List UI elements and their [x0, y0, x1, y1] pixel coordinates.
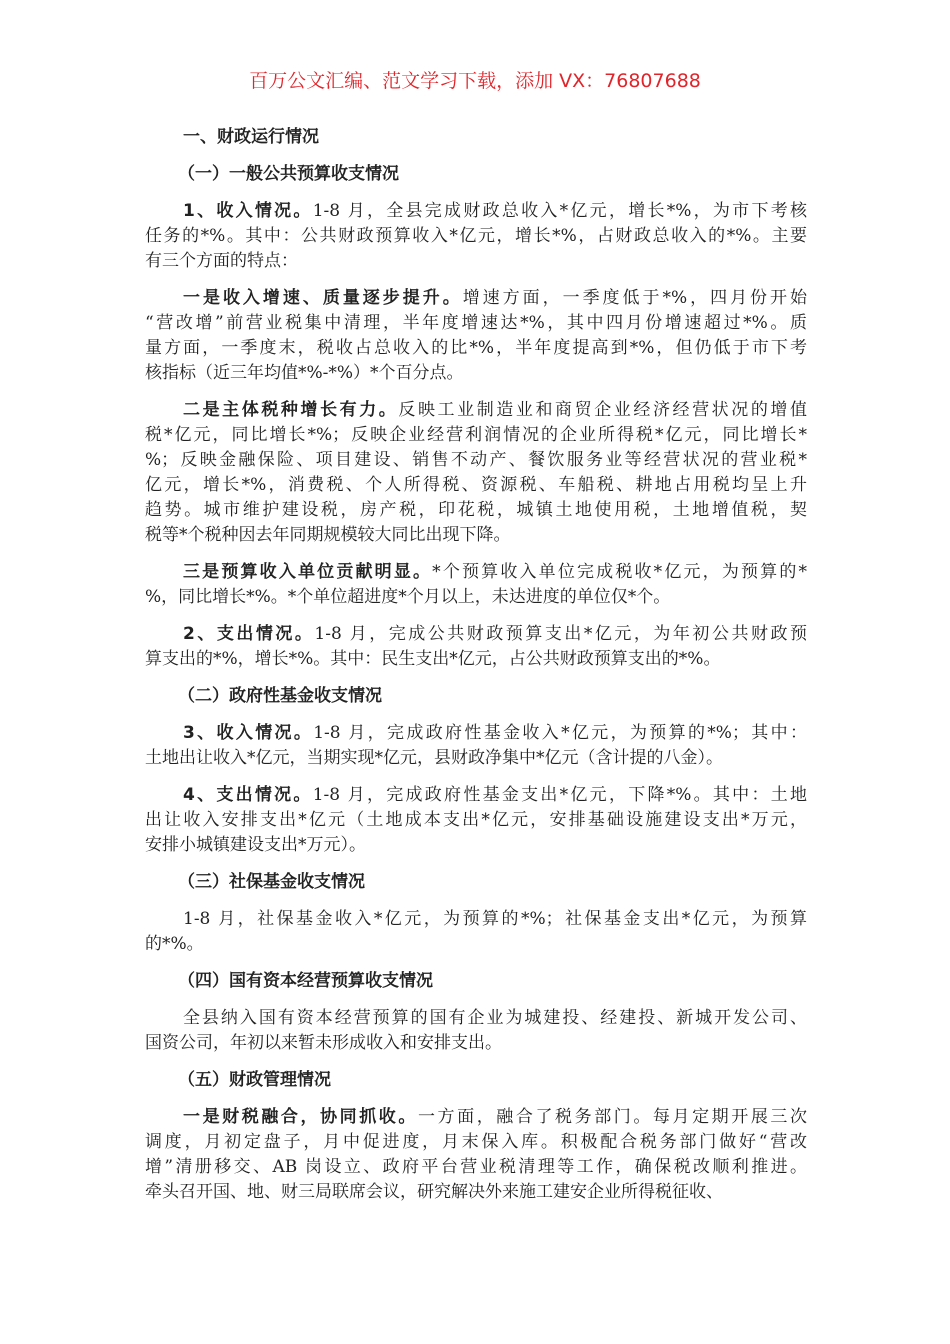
paragraph-line — [145, 1006, 807, 1031]
paragraph-lead: 1、收入情况。 — [183, 201, 313, 221]
watermark-banner: 百万公文汇编、范文学习下载，添加 VX：76807688 — [249, 70, 701, 92]
line-text: 1-8 月，社保基金收入*亿元，为预算的*%；社保基金支出*亿元，为预算 — [183, 909, 807, 929]
subsection-heading: （四）国有资本经营预算收支情况 — [178, 971, 433, 991]
line-text: 任务的*%。其中：公共财政预算收入*亿元，增长*%，占财政总收入的*%。主要 — [145, 226, 807, 246]
line-text: 一方面，融合了税务部门。每月定期开展三次 — [417, 1107, 808, 1127]
paragraph-lead: 二是主体税种增长有力。 — [183, 400, 399, 420]
line-text: 有三个方面的特点： — [145, 251, 298, 271]
paragraph-line — [145, 398, 807, 423]
paragraph-line — [145, 1031, 807, 1056]
subsection-heading: （一）一般公共预算收支情况 — [178, 164, 399, 184]
paragraph-lead: 一是财税融合，协同抓收。 — [183, 1107, 418, 1127]
paragraph-line — [145, 311, 807, 336]
paragraph-lead: 4、支出情况。 — [183, 785, 313, 805]
paragraph-line — [145, 1180, 807, 1205]
paragraph-line — [145, 423, 807, 448]
paragraph-line — [145, 721, 807, 746]
paragraph-line — [145, 1155, 807, 1180]
paragraph — [145, 907, 807, 957]
paragraph-line — [145, 833, 807, 858]
line-text: %；反映金融保险、项目建设、销售不动产、餐饮服务业等经营状况的营业税* — [145, 450, 807, 470]
document-body — [145, 125, 807, 1217]
paragraph-line — [145, 585, 807, 610]
line-text: 算支出的*%，增长*%。其中：民生支出*亿元，占公共财政预算支出的*%。 — [145, 649, 721, 669]
paragraph — [145, 199, 807, 274]
line-text: 国资公司，年初以来暂未形成收入和安排支出。 — [145, 1033, 502, 1053]
subsection-heading: （五）财政管理情况 — [178, 1070, 331, 1090]
line-text: “营改增”前营业税集中清理，半年度增速达*%，其中四月份增速超过*%。质 — [145, 313, 807, 333]
paragraph-line — [145, 523, 807, 548]
line-text: 增速方面，一季度低于*%，四月份开始 — [462, 288, 808, 308]
paragraph-line — [145, 808, 807, 833]
line-text: 核指标（近三年均值*%-*%）*个百分点。 — [145, 363, 464, 383]
line-text: 的*%。 — [145, 934, 204, 954]
paragraph-line — [145, 560, 807, 585]
paragraph — [145, 1105, 807, 1205]
paragraph-line — [145, 647, 807, 672]
line-text: 税等*个税种因去年同期规模较大同比出现下降。 — [145, 525, 511, 545]
paragraph — [145, 560, 807, 610]
line-text: 牵头召开国、地、财三局联席会议，研究解决外来施工建安企业所得税征收、 — [145, 1182, 723, 1202]
paragraph — [145, 783, 807, 858]
subsection-heading: （三）社保基金收支情况 — [178, 872, 365, 892]
paragraph-line — [145, 932, 807, 957]
line-text: *个预算收入单位完成税收*亿元，为预算的* — [432, 562, 808, 582]
line-text: 土地出让收入*亿元，当期实现*亿元，县财政净集中*亿元（含计提的八金）。 — [145, 748, 723, 768]
paragraph-line — [145, 1105, 807, 1130]
paragraph — [145, 721, 807, 771]
paragraph-line — [145, 224, 807, 249]
line-text: 增”清册移交、AB 岗设立、政府平台营业税清理等工作，确保税改顺利推进。 — [145, 1157, 807, 1177]
paragraph-line — [145, 199, 807, 224]
line-text: %，同比增长*%。*个单位超进度*个月以上，未达进度的单位仅*个。 — [145, 587, 671, 607]
paragraph-line — [145, 361, 807, 386]
paragraph-line — [145, 622, 807, 647]
paragraph — [145, 286, 807, 386]
line-text: 全县纳入国有资本经营预算的国有企业为城建投、经建投、新城开发公司、 — [183, 1008, 807, 1028]
paragraph-line — [145, 746, 807, 771]
paragraph — [145, 1006, 807, 1056]
paragraph — [145, 622, 807, 672]
line-text: 反映工业制造业和商贸企业经济经营状况的增值 — [398, 400, 808, 420]
line-text: 出让收入安排支出*亿元（土地成本支出*亿元，安排基础设施建设支出*万元， — [145, 810, 807, 830]
paragraph-line — [145, 473, 807, 498]
subsection-heading: （二）政府性基金收支情况 — [178, 686, 382, 706]
paragraph-line — [145, 336, 807, 361]
paragraph-line — [145, 249, 807, 274]
paragraph-lead: 2、支出情况。 — [183, 624, 315, 644]
paragraph — [145, 398, 807, 548]
paragraph-lead: 一是收入增速、质量逐步提升。 — [183, 288, 463, 308]
paragraph-line — [145, 498, 807, 523]
paragraph-lead: 三是预算收入单位贡献明显。 — [183, 562, 433, 582]
line-text: 1-8 月，完成政府性基金收入*亿元，为预算的*%；其中： — [313, 723, 807, 743]
line-text: 趋势。城市维护建设税，房产税，印花税，城镇土地使用税，土地增值税，契 — [145, 500, 807, 520]
paragraph-line — [145, 907, 807, 932]
paragraph-lead: 3、收入情况。 — [183, 723, 314, 743]
paragraph-line — [145, 1130, 807, 1155]
line-text: 税*亿元，同比增长*%；反映企业经营利润情况的企业所得税*亿元，同比增长* — [145, 425, 807, 445]
line-text: 调度，月初定盘子，月中促进度，月末保入库。积极配合税务部门做好“营改 — [145, 1132, 807, 1152]
line-text: 亿元，增长*%，消费税、个人所得税、资源税、车船税、耕地占用税均呈上升 — [145, 475, 807, 495]
section-heading: 一、财政运行情况 — [183, 127, 319, 147]
line-text: 1-8 月，完成公共财政预算支出*亿元，为年初公共财政预 — [314, 624, 807, 644]
line-text: 1-8 月，全县完成财政总收入*亿元，增长*%，为市下考核 — [312, 201, 807, 221]
paragraph-line — [145, 448, 807, 473]
line-text: 量方面，一季度末，税收占总收入的比*%，半年度提高到*%，但仍低于市下考 — [145, 338, 807, 358]
line-text: 1-8 月，完成政府性基金支出*亿元，下降*%。其中：土地 — [312, 785, 807, 805]
paragraph-line — [145, 783, 807, 808]
line-text: 安排小城镇建设支出*万元）。 — [145, 835, 366, 855]
paragraph-line — [145, 286, 807, 311]
